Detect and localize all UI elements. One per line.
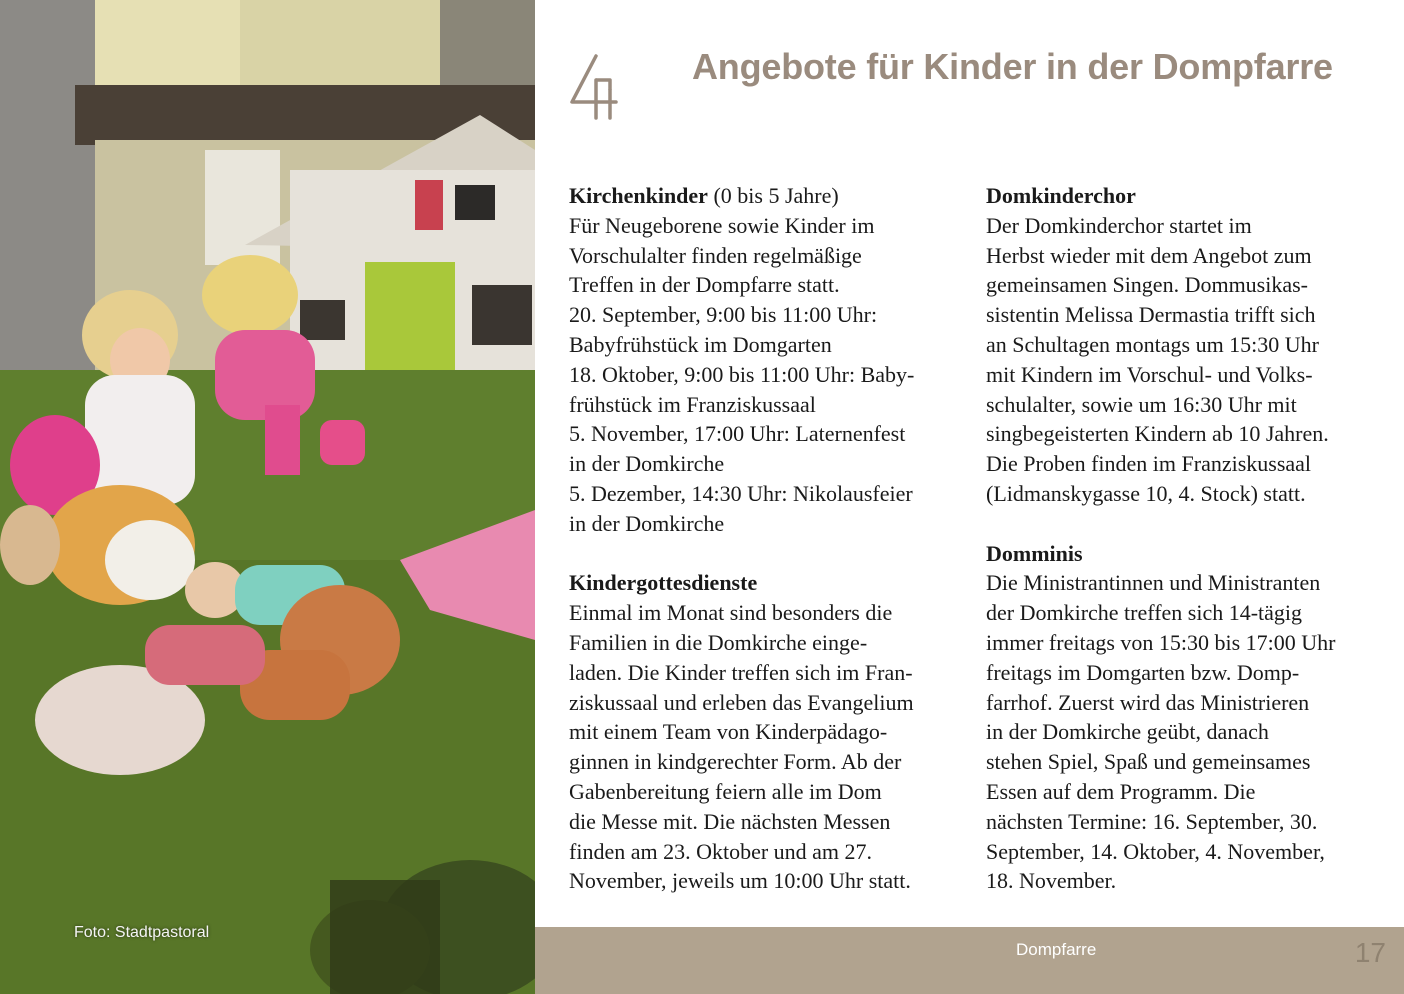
section-body: Für Neugeborene sowie Kinder im Vorschulalter finden regelmäßige Treffen in der Dompfarre statt. 20. September, 9:00 bis 11:00 Uhr: Babyfrühstück im Domgarten 18. Oktober, 9:00 bis 11:00 Uhr: Baby- frühstück im Franziskussaal 5. November, 17:00 Uhr: Laternenfest in der Domkirche 5. Dezember, 14:30 Uhr: Nikolausfeier in der Domkirche — [569, 212, 915, 536]
section-domkinderchor — [986, 181, 1384, 509]
section-body: Einmal im Monat sind besonders die Familien in die Domkirche einge- laden. Die Kinder treffen sich im Fran- ziskussaal und erleben das Evangelium mit einem Team von Kinderpädago- ginnen in kindgerechter Form. Ab der Gabenbereitung feiern alle im Dom die Messe mit. Die nächsten Messen finden am 23. Oktober und am 27. November, jeweils um 10:00 Uhr statt. — [569, 600, 914, 894]
page-footer — [535, 927, 1404, 994]
footer-label: Dompfarre — [1016, 940, 1097, 959]
section-body: Der Domkinderchor startet im Herbst wieder mit dem Angebot zum gemeinsamen Singen. Dommusikas- sistentin Melissa Dermastia trifft sich an Schultagen montags um 15:30 Uhr mit Kindern im Vorschul- und Volks- schulalter, sowie um 16:30 Uhr mit singbegeisterten Kindern ab 10 Jahren. Die Proben finden im Franziskussaal (Lidmanskygasse 10, 4. Stock) statt. — [986, 212, 1329, 506]
left-text-column — [569, 181, 964, 926]
section-heading-line — [569, 181, 964, 211]
section-heading: Domminis — [986, 540, 1083, 566]
page-number: 17 — [1354, 937, 1386, 968]
section-heading: Kindergottesdienste — [569, 570, 758, 596]
photo-children-garden — [0, 0, 535, 994]
section-heading-suffix: (0 bis 5 Jahre) — [707, 183, 839, 208]
page-title: Angebote für Kinder in der Dompfarre — [692, 46, 1333, 87]
section-heading: Domkinderchor — [986, 183, 1136, 208]
section-body: Die Ministrantinnen und Ministranten der Domkirche treffen sich 14-tägig immer freitags von 15:30 bis 17:00 Uhr freitags im Domgarten bzw. Domp- farrhof. Zuerst wird das Ministrieren in der Domkirche geübt, danach stehen Spiel, Spaß und gemeinsames Essen auf dem Programm. Die nächsten Termine: 16. September, 30. September, 14. Oktober, 4. November, 18. November. — [986, 570, 1336, 894]
photo-credit: Foto: Stadtpastoral — [74, 924, 210, 941]
chapter-number-icon — [566, 52, 622, 124]
section-kindergottesdienste — [569, 568, 964, 896]
section-kirchenkinder — [569, 181, 964, 539]
section-heading: Kirchenkinder — [569, 183, 708, 208]
right-text-column — [986, 181, 1384, 926]
photo-illustration — [0, 0, 535, 994]
section-domminis — [986, 539, 1384, 897]
